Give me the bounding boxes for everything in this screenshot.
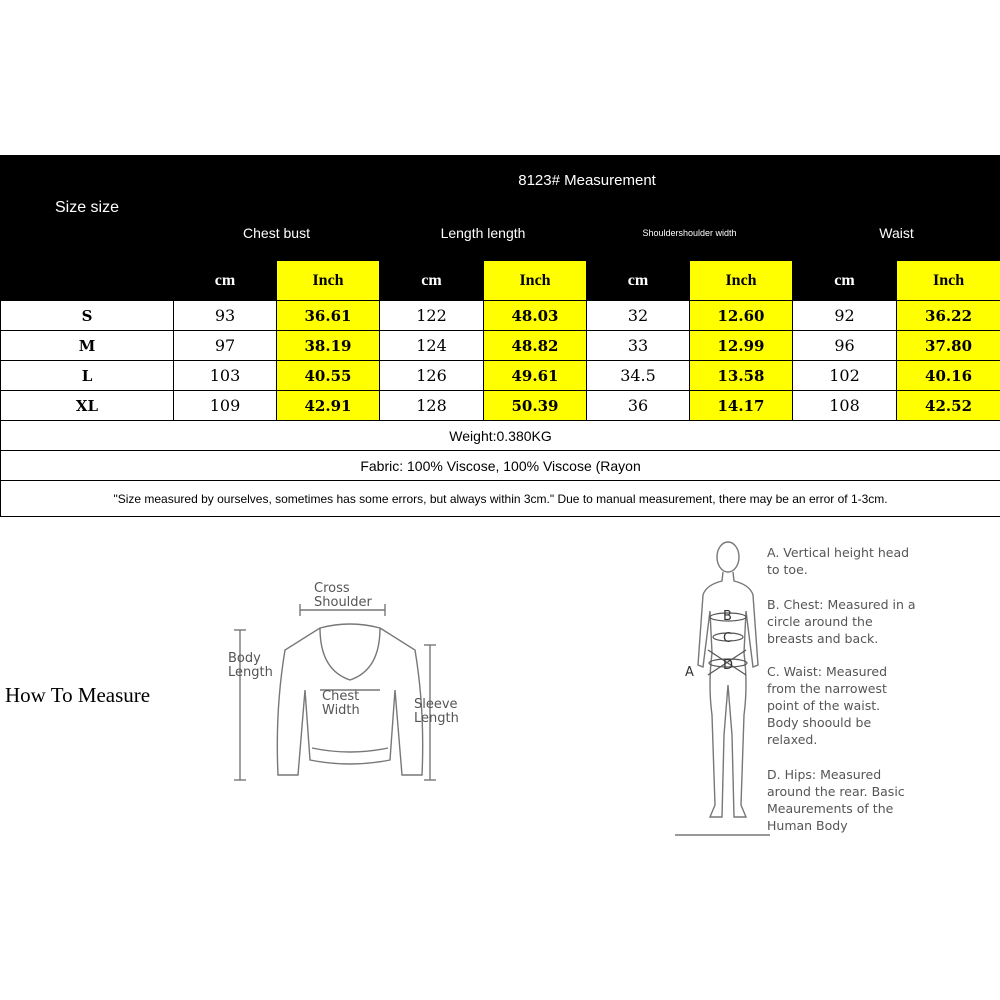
group-header-shoulder: Shouldershoulder width (587, 205, 793, 261)
cell-inch: 42.91 (277, 391, 380, 421)
cell-cm: 32 (587, 301, 690, 331)
group-header-waist: Waist (793, 205, 1000, 261)
cell-inch: 40.16 (897, 361, 1000, 391)
table-row (1, 391, 1000, 421)
cell-inch: 37.80 (897, 331, 1000, 361)
cell-inch: 50.39 (484, 391, 587, 421)
fabric-info: Fabric: 100% Viscose, 100% Viscose (Rayon (1, 451, 1000, 481)
table-row (1, 301, 1000, 331)
length-label-line2: Length (228, 665, 273, 680)
unit-cm: cm (380, 261, 484, 301)
unit-cm: cm (174, 261, 277, 301)
cell-inch: 40.55 (277, 361, 380, 391)
size-disclaimer: "Size measured by ourselves, sometimes has some errors, but always within 3cm." Due to manual measurement, there may be an error of 1-3cm. (1, 481, 1000, 517)
size-label: S (1, 301, 174, 331)
garment-measure-diagram (220, 570, 470, 790)
cell-cm: 36 (587, 391, 690, 421)
body-measure-diagram (670, 535, 770, 840)
body-label-line1: Body (228, 651, 261, 666)
unit-header-blank (1, 261, 174, 301)
cell-cm: 109 (174, 391, 277, 421)
shoulder-label-line2: Shoulder (314, 595, 372, 610)
note-chest: B. Chest: Measured in a circle around the breasts and back. (767, 597, 916, 646)
width-label-line2: Width (322, 703, 360, 718)
sleeve-length-label-line2: Length (414, 711, 459, 726)
cell-cm: 102 (793, 361, 897, 391)
cell-cm: 97 (174, 331, 277, 361)
cell-cm: 96 (793, 331, 897, 361)
unit-inch: Inch (897, 261, 1000, 301)
cell-cm: 93 (174, 301, 277, 331)
marker-b: B (723, 609, 732, 624)
cell-inch: 36.22 (897, 301, 1000, 331)
cell-inch: 48.03 (484, 301, 587, 331)
cell-inch: 42.52 (897, 391, 1000, 421)
unit-inch: Inch (277, 261, 380, 301)
unit-inch: Inch (484, 261, 587, 301)
unit-cm: cm (793, 261, 897, 301)
weight-info: Weight:0.380KG (1, 421, 1000, 451)
table-row (1, 361, 1000, 391)
note-hips: D. Hips: Measured around the rear. Basic Meaurements of the Human Body (767, 767, 905, 833)
marker-d: D (723, 658, 734, 673)
cell-cm: 108 (793, 391, 897, 421)
cell-inch: 36.61 (277, 301, 380, 331)
cell-cm: 128 (380, 391, 484, 421)
cell-inch: 13.58 (690, 361, 793, 391)
human-figure-icon (675, 542, 770, 835)
marker-c: C (723, 631, 733, 646)
note-height: A. Vertical height head to toe. (767, 545, 910, 577)
cell-inch: 48.82 (484, 331, 587, 361)
table-title: 8123# Measurement (174, 156, 1000, 205)
chest-label-line1: Chest (322, 689, 360, 704)
cross-label-line1: Cross (314, 581, 350, 596)
cell-inch: 12.60 (690, 301, 793, 331)
size-column-header: Size size (1, 156, 174, 261)
cell-cm: 33 (587, 331, 690, 361)
unit-inch: Inch (690, 261, 793, 301)
cell-cm: 126 (380, 361, 484, 391)
cell-inch: 49.61 (484, 361, 587, 391)
cell-inch: 14.17 (690, 391, 793, 421)
cell-inch: 38.19 (277, 331, 380, 361)
cell-cm: 34.5 (587, 361, 690, 391)
how-to-measure-heading: How To Measure (5, 683, 151, 707)
sleeve-label-line1: Sleeve (414, 697, 458, 712)
cell-cm: 122 (380, 301, 484, 331)
group-header-length: Length length (380, 205, 587, 261)
size-label: L (1, 361, 174, 391)
note-waist: C. Waist: Measured from the narrowest point of the waist. Body shoould be relaxed. (767, 664, 888, 747)
group-header-chest: Chest bust (174, 205, 380, 261)
cell-cm: 92 (793, 301, 897, 331)
table-row (1, 331, 1000, 361)
cell-inch: 12.99 (690, 331, 793, 361)
cell-cm: 103 (174, 361, 277, 391)
size-label: XL (1, 391, 174, 421)
unit-cm: cm (587, 261, 690, 301)
size-label: M (1, 331, 174, 361)
size-chart-table (0, 155, 1000, 517)
cell-cm: 124 (380, 331, 484, 361)
marker-a: A (685, 665, 694, 680)
